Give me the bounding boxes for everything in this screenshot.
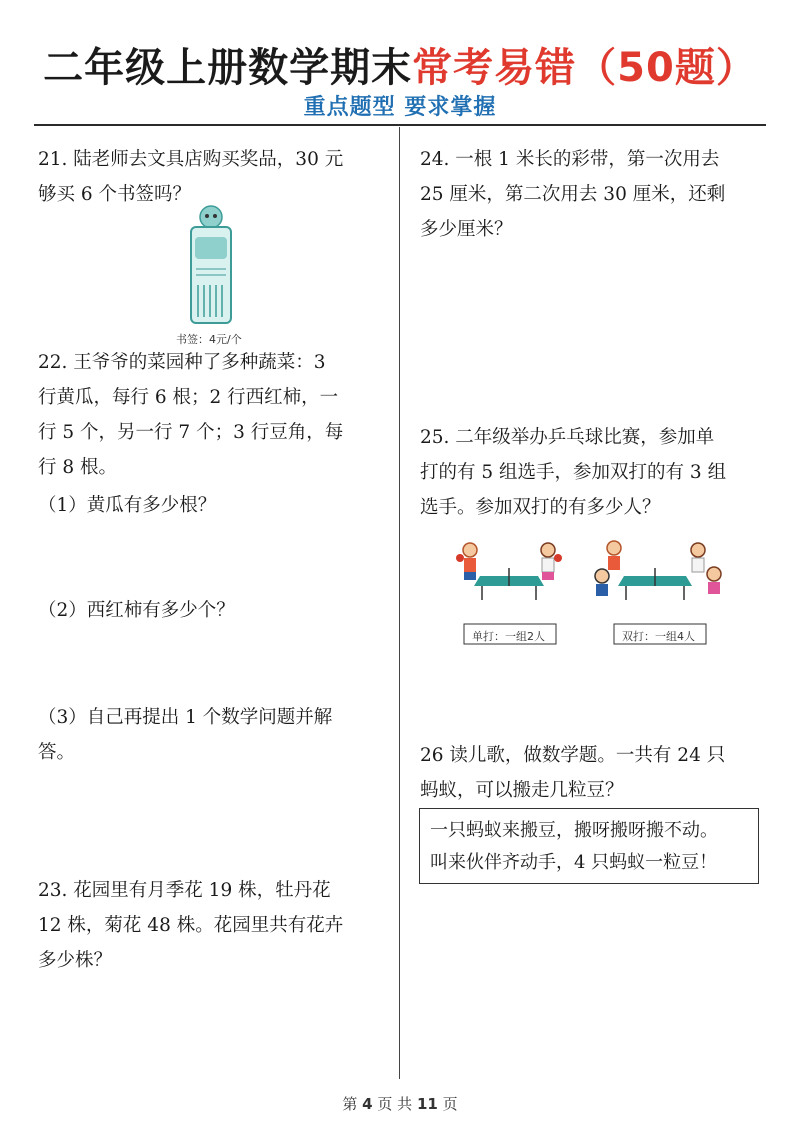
- question-26-line1: 26 读儿歌，做数学题。一共有 24 只: [420, 745, 726, 766]
- question-22-sub3: [38, 700, 383, 770]
- question-22-sub2: （2）西红柿有多少个？: [38, 600, 235, 621]
- question-22-sub1: （1）黄瓜有多少根？: [38, 495, 217, 516]
- question-24-line1: 24. 一根 1 米长的彩带，第一次用去: [420, 149, 720, 170]
- question-23-line3: 多少株？: [38, 950, 113, 971]
- total-page-number: 11: [416, 1095, 438, 1113]
- nursery-rhyme-box: [419, 808, 759, 884]
- question-22-line4: 行 8 根。: [38, 457, 118, 478]
- question-21-line1: 21. 陆老师去文具店购买奖品，30 元: [38, 149, 344, 170]
- question-25-line2: 打的有 5 组选手，参加双打的有 3 组: [420, 462, 727, 483]
- bookmark-price-caption: 书签：4元/个: [176, 333, 242, 346]
- poem-line2: 叫来伙伴齐动手，4 只蚂蚁一粒豆！: [430, 852, 718, 873]
- question-25-line3: 选手。参加双打的有多少人？: [420, 497, 661, 518]
- question-23-line1: 23. 花园里有月季花 19 株，牡丹花: [38, 880, 331, 901]
- question-23-line2: 12 株，菊花 48 株。花园里共有花卉: [38, 915, 344, 936]
- question-26-line2: 蚂蚁，可以搬走几粒豆？: [420, 780, 624, 801]
- question-21: [38, 142, 383, 212]
- question-22-line2: 行黄瓜，每行 6 根；2 行西红柿，一: [38, 387, 339, 408]
- page-subtitle: 重点题型 要求掌握: [303, 95, 497, 120]
- question-24-line2: 25 厘米，第二次用去 30 厘米，还剩: [420, 184, 726, 205]
- title-black: 二年级上册数学期末: [43, 45, 413, 91]
- column-divider: [399, 127, 400, 1079]
- question-25-line1: 25. 二年级举办乒乓球比赛，参加单: [420, 427, 715, 448]
- question-22-line3: 行 5 个，另一行 7 个；3 行豆角，每: [38, 422, 344, 443]
- question-21-line2: 够买 6 个书签吗？: [38, 184, 192, 205]
- question-22-line1: 22. 王爷爷的菜园种了多种蔬菜：3: [38, 352, 326, 373]
- question-22-sub3-line2: 答。: [38, 742, 76, 763]
- current-page-number: 4: [362, 1095, 373, 1113]
- question-23: [38, 873, 383, 978]
- question-24-line3: 多少厘米？: [420, 219, 513, 240]
- question-25: [420, 420, 765, 525]
- header-divider: [34, 124, 766, 126]
- page-footer: [0, 1093, 800, 1114]
- bookmark-image: [186, 205, 236, 325]
- title-red: 常考易错（50题）: [412, 45, 757, 91]
- footer-middle: 页 共: [377, 1095, 413, 1113]
- singles-label: 单打：一组2人: [472, 630, 545, 643]
- doubles-label: 双打：一组4人: [622, 630, 695, 643]
- page-title: [0, 36, 800, 93]
- footer-suffix: 页: [442, 1095, 458, 1113]
- question-22: [38, 345, 383, 485]
- poem-line1: 一只蚂蚁来搬豆，搬呀搬呀搬不动。: [430, 820, 718, 841]
- question-26: [420, 738, 765, 808]
- question-24: [420, 142, 765, 247]
- footer-prefix: 第: [342, 1095, 358, 1113]
- question-22-sub3-line1: （3）自己再提出 1 个数学问题并解: [38, 707, 333, 728]
